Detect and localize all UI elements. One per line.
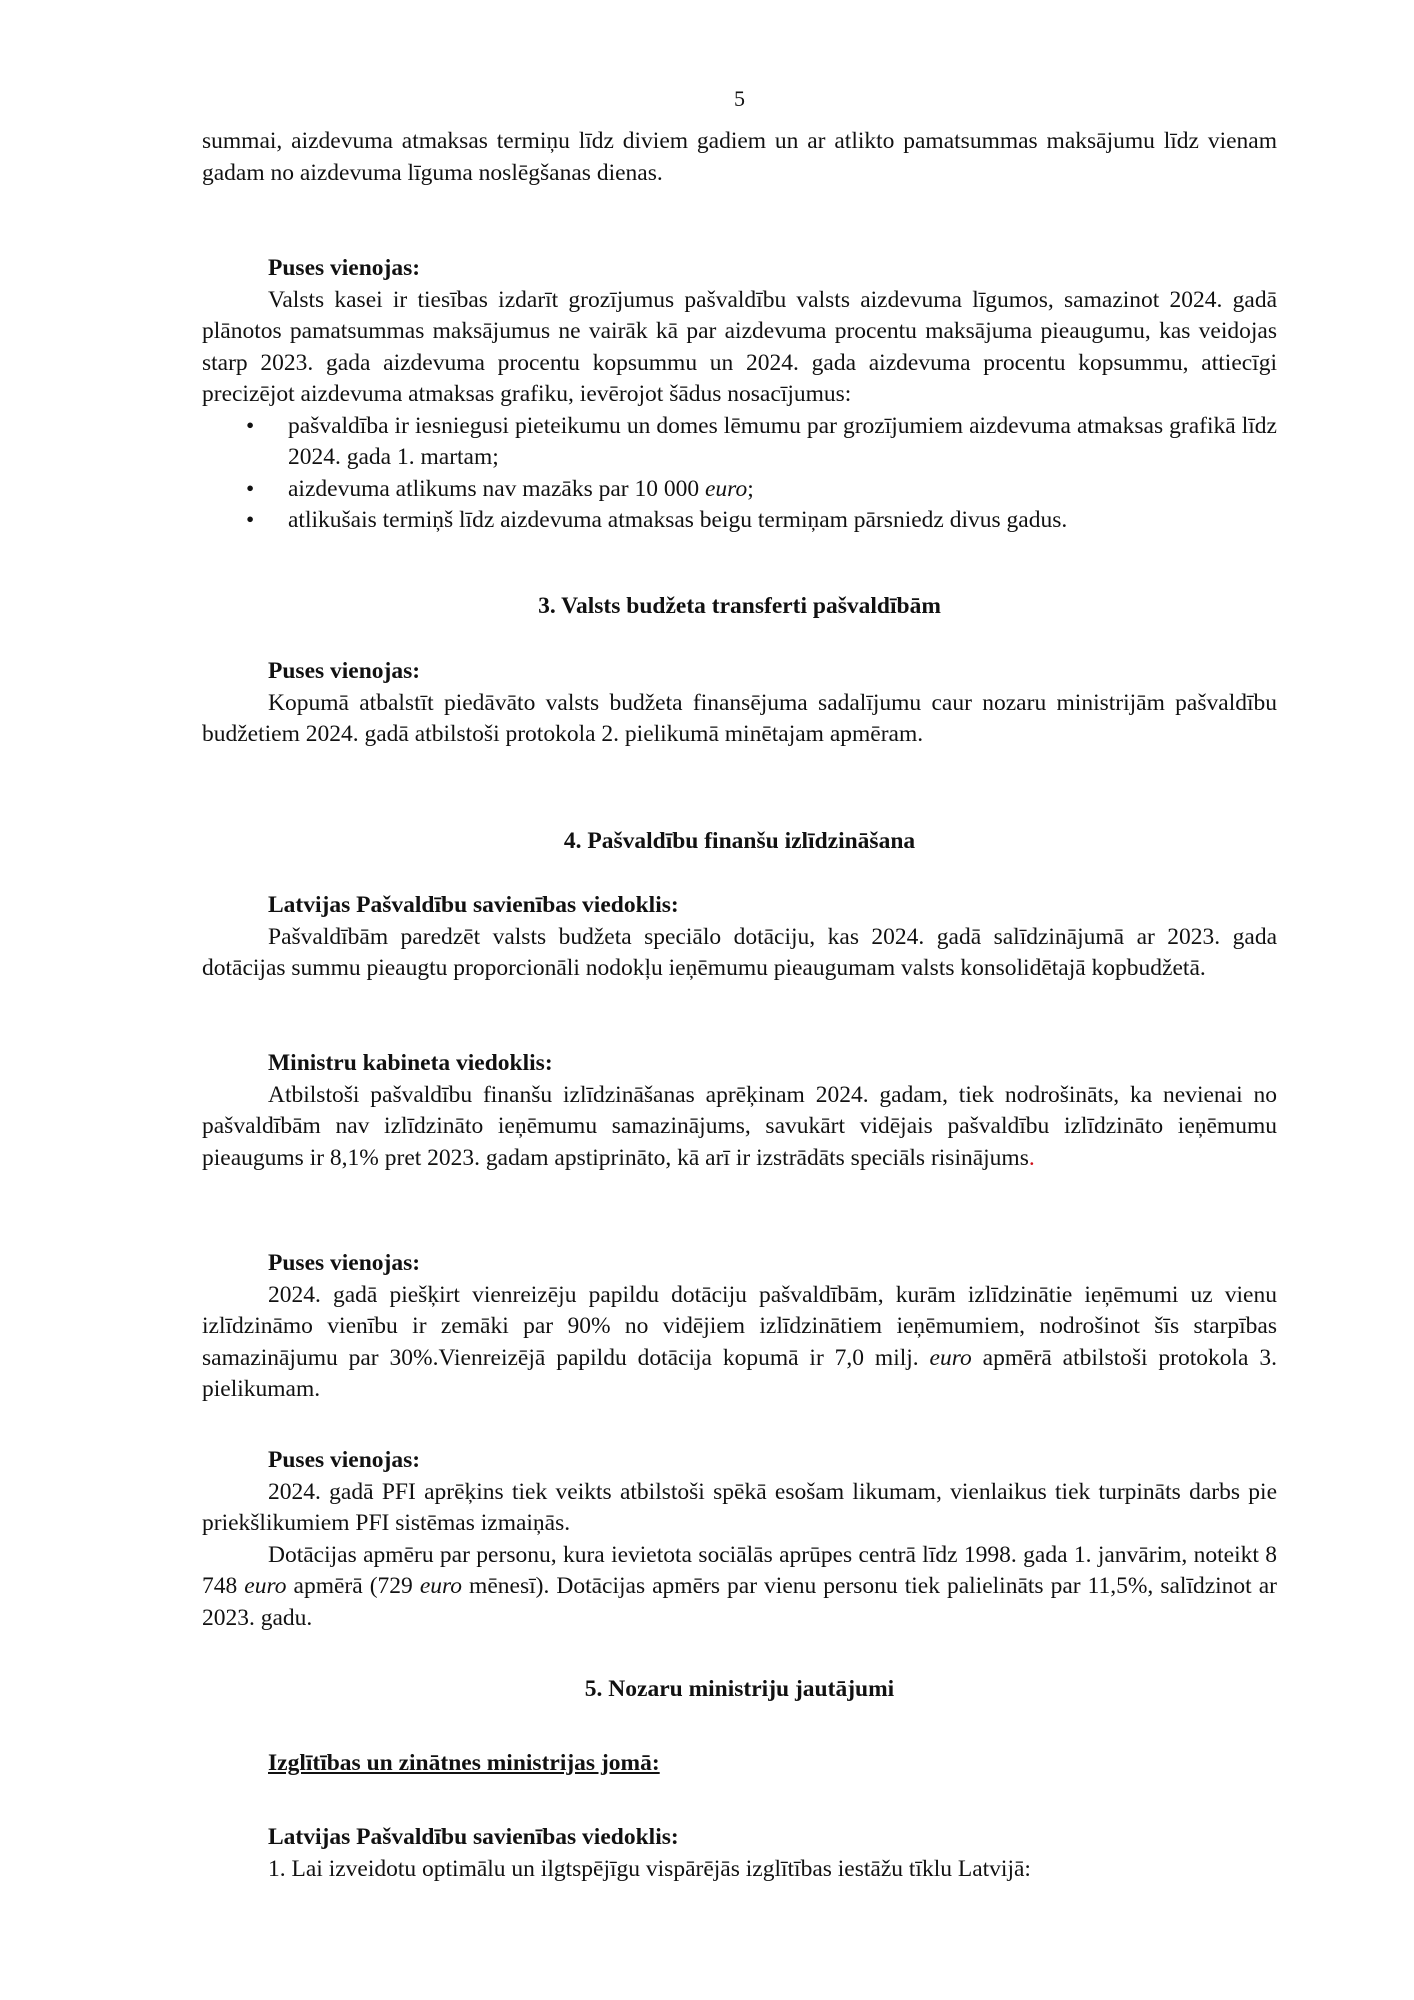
section3-agreement [202, 656, 1277, 751]
lps-text: Pašvaldībām paredzēt valsts budžeta speciālo dotāciju, kas 2024. gadā salīdzinājumā ar 2023. gada dotācijas summu pieaugtu proporcionāli nodokļu ieņēmumu pieaugumam valsts konsolidētajā kopbudžetā. [202, 923, 1277, 981]
section2-agreement [202, 253, 1277, 537]
agreement-heading: Puses vienojas: [268, 255, 421, 281]
lps-opinion-education [202, 1822, 1277, 1885]
agreement-text: 2024. gadā piešķirt vienreizēju papildu dotāciju pašvaldībām, kurām izlīdzinātie ieņēmumi uz vienu izlīdzināmo vienību ir zemāki par 90% no vidējiem izlīdzinātiem ieņēmumiem, nodrošinot šīs starpības samazinājumu par 30%.Vienreizējā papildu dotācija kopumā ir 7,0 milj. euro apmērā atbilstoši protokola 3. pielikumam. [202, 1281, 1277, 1402]
subsection-education [202, 1748, 1277, 1780]
agreement-text: Kopumā atbalstīt piedāvāto valsts budžeta finansējuma sadalījumu caur nozaru ministrijām pašvaldību budžetiem 2024. gadā atbilstoši protokola 2. pielikumā minētajam apmēram. [202, 689, 1277, 747]
mk-text: Atbilstoši pašvaldību finanšu izlīdzināšanas aprēķinam 2024. gadam, tiek nodrošināts, ka nevienai no pašvaldībām nav izlīdzināto ieņēmumu samazinājums, savukārt vidējais pašvaldību izlīdzināto ieņēmumu pieaugums ir 8,1% pret 2023. gadam apstiprināto, kā arī ir izstrādāts speciāls risinājums. [202, 1081, 1277, 1171]
conditions-list [202, 411, 1277, 537]
section-title: 5. Nozaru ministriju jautājumi [584, 1676, 895, 1702]
lps-heading: Latvijas Pašvaldību savienības viedoklis: [268, 1824, 679, 1850]
red-period: . [1028, 1144, 1035, 1171]
lps-opinion [202, 890, 1277, 985]
intro-paragraph [202, 126, 1277, 189]
section-title: 3. Valsts budžeta transferti pašvaldībām [538, 593, 941, 619]
agreement-text: Valsts kasei ir tiesības izdarīt grozījumus pašvaldību valsts aizdevuma līgumos, samazinot 2024. gadā plānotos pamatsummas maksājumus ne vairāk kā par aizdevuma procentu maksājuma pieaugumu, kas veidojas starp 2023. gada aizdevuma procentu kopsummu un 2024. gada aizdevuma procentu kopsummu, attiecīgi precizējot aizdevuma atmaksas grafiku, ievērojot šādus nosacījumus: [202, 286, 1277, 407]
list-item: • pašvaldība ir iesniegusi pieteikumu un domes lēmumu par grozījumiem aizdevuma atmaksas grafikā līdz 2024. gada 1. martam; [246, 412, 1277, 470]
section-title: 4. Pašvaldību finanšu izlīdzināšana [563, 828, 916, 854]
list-item: • atlikušais termiņš līdz aizdevuma atmaksas beigu termiņam pārsniedz divus gadus. [202, 505, 1277, 537]
agreement-heading: Puses vienojas: [268, 658, 421, 684]
item-1-text: 1. Lai izveidotu optimālu un ilgtspējīgu vispārējās izglītības iestāžu tīklu Latvijā: [268, 1855, 1031, 1882]
agreement-one-off-grant [202, 1248, 1277, 1406]
lps-heading: Latvijas Pašvaldību savienības viedoklis: [268, 892, 679, 918]
section4 [202, 826, 1277, 858]
agreement-pfi [202, 1445, 1277, 1634]
grant-per-person-text: Dotācijas apmēru par personu, kura ievietota sociālās aprūpes centrā līdz 1998. gada 1. janvārim, noteikt 8 748 euro apmērā (729 euro mēnesī). Dotācijas apmērs par vienu personu tiek palielināts par 11,5%, salīdzinot ar 2023. gadu. [202, 1541, 1277, 1631]
mk-heading: Ministru kabineta viedoklis: [268, 1050, 553, 1076]
list-item: • aizdevuma atlikums nav mazāks par 10 000 euro; [202, 474, 1277, 506]
bullet-icon: • [246, 412, 255, 439]
mk-opinion [202, 1048, 1277, 1174]
agreement-heading: Puses vienojas: [268, 1250, 421, 1276]
bullet-icon: • [246, 507, 255, 533]
intro-text: summai, aizdevuma atmaksas termiņu līdz diviem gadiem un ar atlikto pamatsummas maksājumu līdz vienam gadam no aizdevuma līguma noslēgšanas dienas. [202, 128, 1277, 186]
section3 [202, 591, 1277, 623]
section5 [202, 1674, 1277, 1706]
agreement-heading: Puses vienojas: [268, 1447, 421, 1473]
bullet-icon: • [246, 475, 255, 502]
pfi-text: 2024. gadā PFI aprēķins tiek veikts atbilstoši spēkā esošam likumam, vienlaikus tiek turpināts darbs pie priekšlikumiem PFI sistēmas izmaiņās. [202, 1478, 1277, 1536]
subsection-title: Izglītības un zinātnes ministrijas jomā: [268, 1750, 660, 1776]
page-number: 5 [734, 86, 745, 111]
